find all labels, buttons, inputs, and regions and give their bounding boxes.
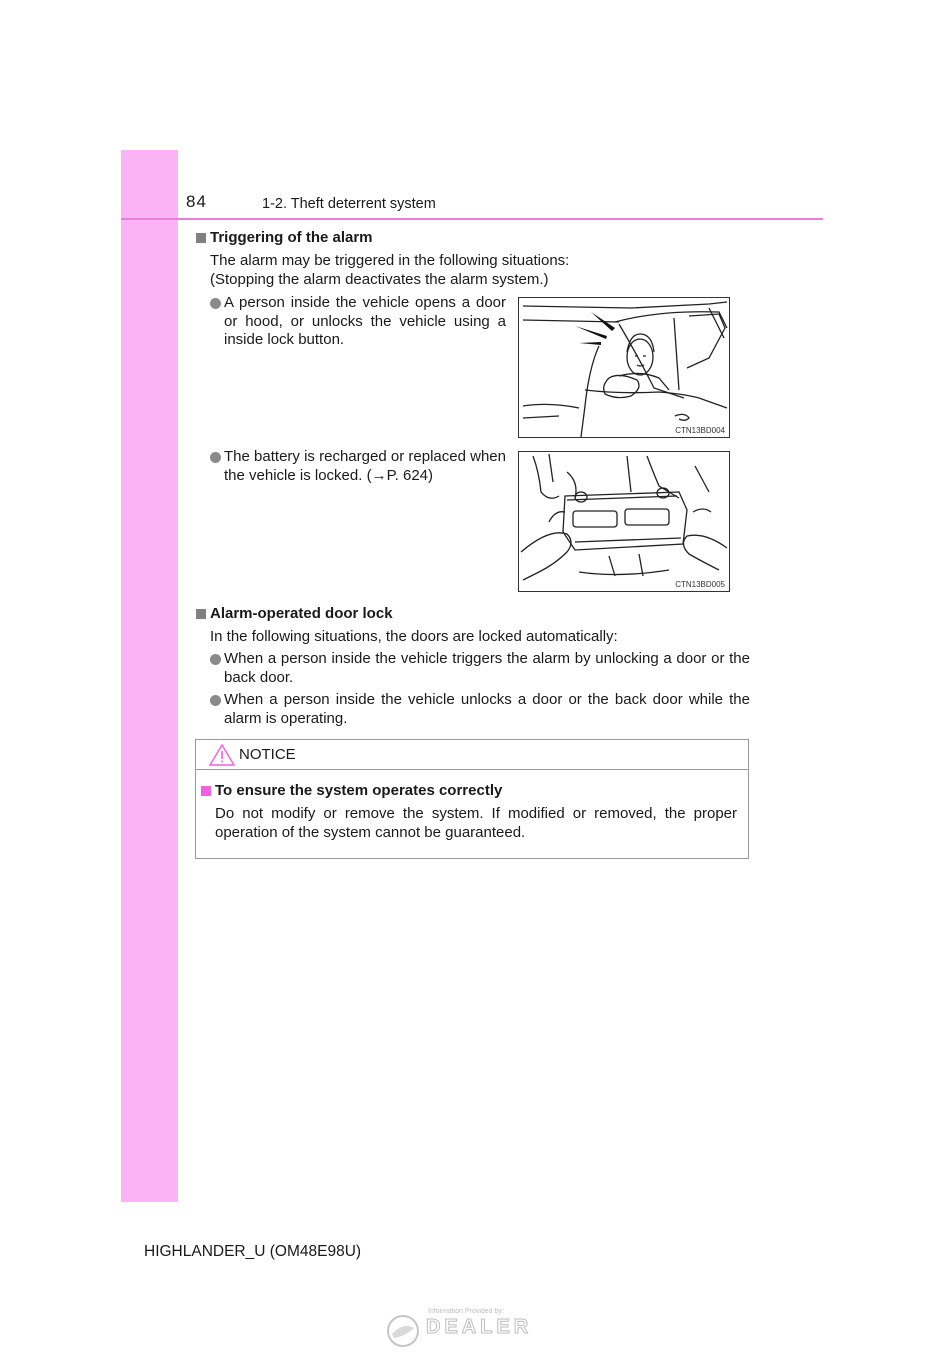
section-title: 1-2. Theft deterrent system [262,196,436,212]
triggering-bullet-1 [210,294,506,350]
figure-code: CTN13BD004 [675,426,725,435]
door-lock-intro: In the following situations, the doors are locked automatically: [210,628,618,645]
notice-header [196,740,748,770]
notice-title [201,782,502,799]
watermark-provided-text: Information Provided by: [428,1308,504,1315]
page-number: 84 [186,192,207,211]
globe-logo-icon [386,1314,420,1348]
door-lock-bullet-1-text: When a person inside the vehicle triggers the alarm by unlocking a door or the back door. [224,650,750,686]
figure-code: CTN13BD005 [675,580,725,589]
notice-box [195,739,749,859]
square-bullet-icon [196,233,206,243]
door-lock-heading-text: Alarm-operated door lock [210,605,393,622]
square-bullet-icon [196,609,206,619]
circle-bullet-icon [210,654,221,665]
person-in-car-illustration [519,298,729,437]
header-rule [121,218,823,220]
triggering-heading [196,229,373,246]
notice-title-text: To ensure the system operates correctly [215,782,503,799]
door-lock-bullet-2-text: When a person inside the vehicle unlocks a door or the back door while the alarm is operating. [224,691,750,727]
dealer-watermark [386,1308,556,1352]
watermark-brand: DEALER [426,1316,533,1338]
triggering-intro-line2: (Stopping the alarm deactivates the alarm system.) [210,271,549,288]
footer-model: HIGHLANDER_U (OM48E98U) [144,1243,362,1260]
figure-person-in-car [518,297,730,438]
side-tab [121,150,178,1202]
notice-label: NOTICE [239,746,296,763]
door-lock-heading [196,605,393,622]
warning-triangle-icon [209,744,235,766]
figure-battery [518,451,730,592]
circle-bullet-icon [210,298,221,309]
circle-bullet-icon [210,695,221,706]
triggering-intro-line1: The alarm may be triggered in the following situations: [210,252,570,269]
triggering-bullet-2-text: The battery is recharged or replaced when the vehicle is locked. (→P. 624) [224,448,506,484]
triggering-bullet-1-text: A person inside the vehicle opens a door or hood, or unlocks the vehicle using a inside lock button. [224,294,506,348]
triggering-heading-text: Triggering of the alarm [210,229,373,246]
battery-illustration [519,452,729,591]
door-lock-bullet-2 [210,691,750,728]
door-lock-bullet-1 [210,650,750,687]
notice-body: Do not modify or remove the system. If modified or removed, the proper operation of the system cannot be guaranteed. [215,805,737,841]
circle-bullet-icon [210,452,221,463]
square-bullet-icon [201,786,211,796]
triggering-bullet-2 [210,448,506,485]
